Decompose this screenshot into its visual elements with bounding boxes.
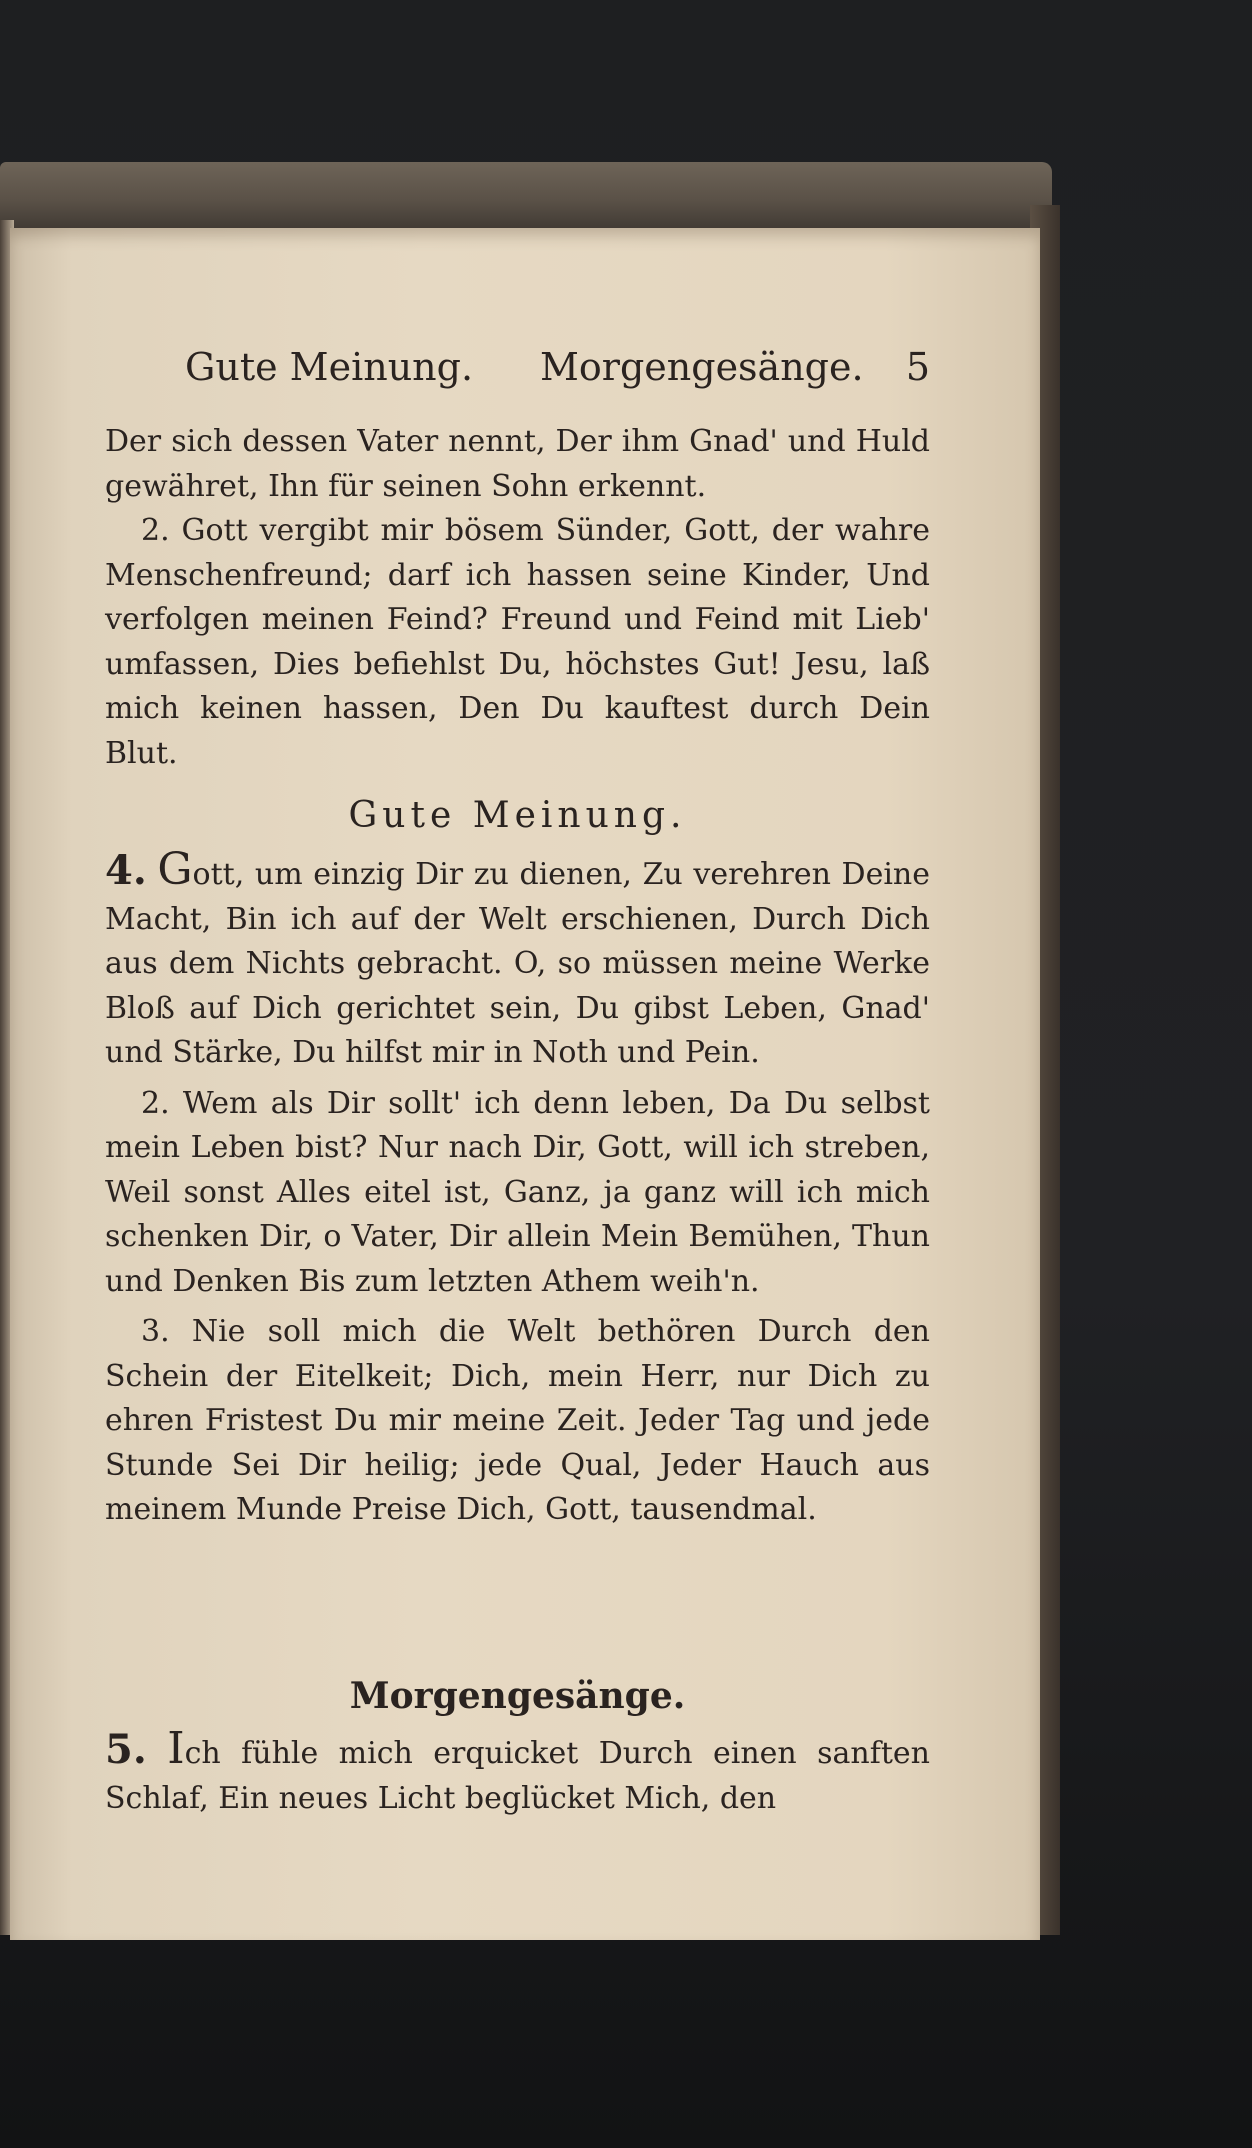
section-heading-gute: Gute Meinung. [348, 795, 687, 836]
hymn-number-5: 5. [105, 1726, 147, 1773]
page-number: 5 [905, 345, 930, 389]
hymn-4-verse-2: 2. Wem als Dir sollt' ich denn leben, Da Du selbst mein Leben bist? Nur nach Dir, Gott, will ich streben, Weil sonst Alles eitel ist, Ganz, ja ganz will ich mich schenken Dir, o Vater, Dir allein Mein Bemühen, Thun und Denken Bis zum letzten Athem weih'n. [105, 1085, 930, 1299]
hymn-4-verse-3: 3. Nie soll mich die Welt bethören Durch den Schein der Eitelkeit; Dich, mein Herr, nur Dich zu ehren Fristest Du mir meine Zeit. Jeder Tag und jede Stunde Sei Dir heilig; jede Qual, Jeder Hauch aus meinem Munde Preise Dich, Gott, tausendmal. [105, 1314, 930, 1527]
hymn-5-verse-1 [105, 1723, 930, 1821]
paragraph-2: 2. Gott vergibt mir bösem Sünder, Gott, der wahre Menschenfreund; darf ich hassen seine Kinder, Und verfolgen meinen Feind? Freund und Feind mit Lieb' umfassen, Dies befiehlst Du, höchstes Gut! Jesu, laß mich keinen hassen, Den Du kauftest durch Dein Blut. [105, 513, 930, 771]
verse-continuation [105, 420, 930, 776]
section-morgengesaenge [105, 1675, 930, 1821]
hymn-4-verse-1-text: ott, um einzig Dir zu dienen, Zu verehren Deine Macht, Bin ich auf der Welt erschienen, Durch Dich aus dem Nichts gebracht. O, so müssen meine Werke Bloß auf Dich gerichtet sein, Du gibst Leben, Gnad' und Stärke, Du hilfst mir in Noth und Pein. [105, 857, 930, 1070]
header-middle: Morgengesänge. [540, 345, 864, 389]
hymn-4-verse-1 [105, 844, 930, 1076]
header-left: Gute Meinung. [185, 345, 474, 389]
section-gute-meinung [105, 795, 930, 1533]
paragraph-1: Der sich dessen Vater nennt, Der ihm Gnad' und Huld gewähret, Ihn für seinen Sohn erkennt. [105, 424, 930, 504]
book-cover-top [0, 162, 1052, 232]
hymn-number-4: 4. [105, 847, 147, 894]
running-header [185, 345, 930, 395]
section-heading-morgen: Morgengesänge. [349, 1675, 686, 1717]
initial-capital-i: I [167, 1723, 185, 1774]
hymn-5-verse-1-text: ch fühle mich erquicket Durch einen sanften Schlaf, Ein neues Licht beglücket Mich, den [105, 1736, 930, 1816]
initial-capital-g: G [157, 844, 193, 895]
